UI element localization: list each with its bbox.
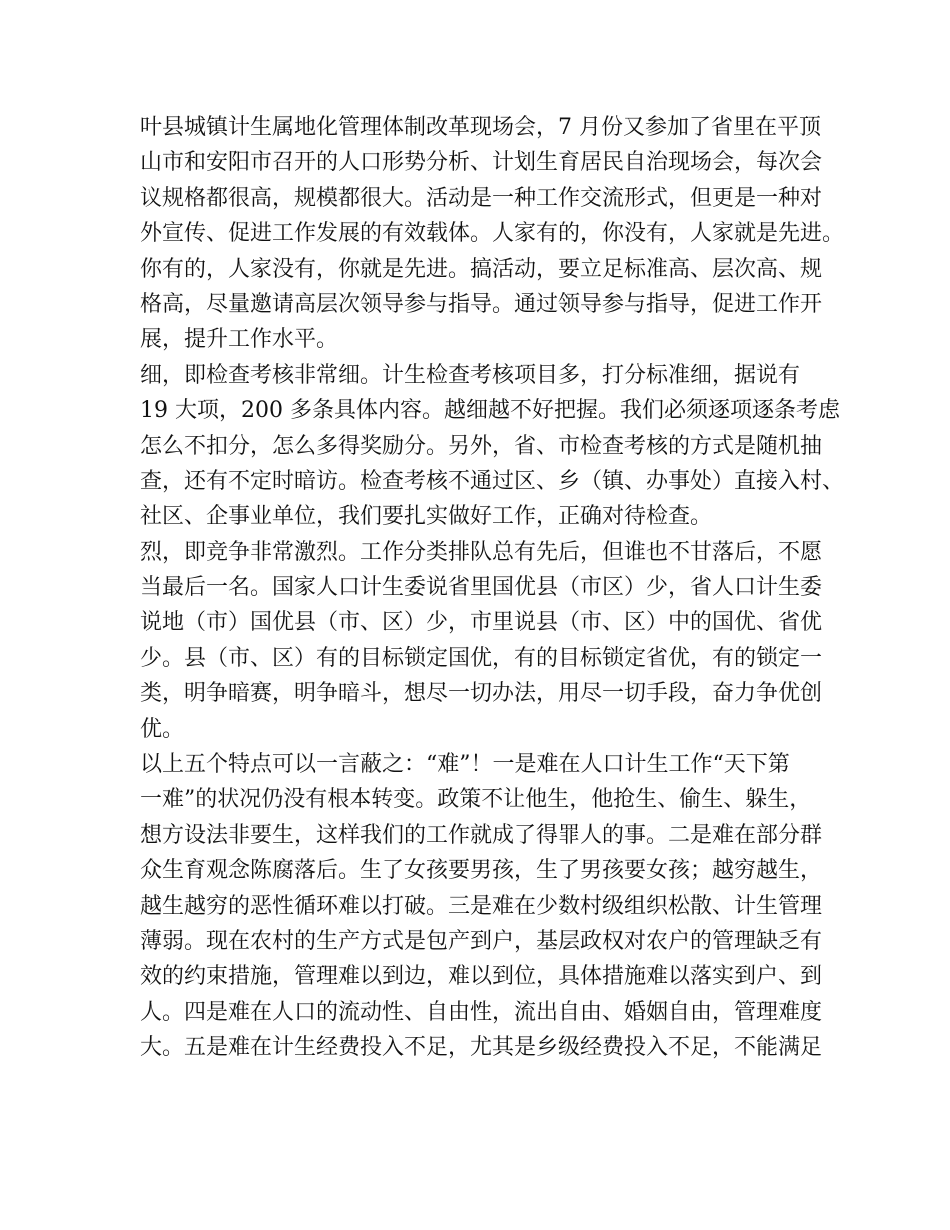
text-line: 展，提升工作水平。 — [140, 327, 339, 353]
text-line: 大。五是难在计生经费投入不足，尤其是乡级经费投入不足，不能满足 — [140, 1035, 823, 1061]
text-line: 想方设法非要生，这样我们的工作就成了得罪人的事。二是难在部分群 — [140, 822, 823, 848]
text-line: 以上五个特点可以一言蔽之：“难”！一是难在人口计生工作“天下第 — [140, 752, 790, 778]
text-line: 怎么不扣分，怎么多得奖励分。另外，省、市检查考核的方式是随机抽 — [140, 433, 823, 459]
text-line: 越生越穷的恶性循环难以打破。三是难在少数村级组织松散、计生管理 — [140, 893, 823, 919]
text-line: 山市和安阳市召开的人口形势分析、计划生育居民自治现场会，每次会 — [140, 150, 823, 176]
text-line: 19 大项，200 多条具体内容。越细越不好把握。我们必须逐项逐条考虑 — [140, 398, 840, 424]
text-line: 细，即检查考核非常细。计生检查考核项目多，打分标准细，据说有 — [140, 362, 801, 388]
text-line: 社区、企事业单位，我们要扎实做好工作，正确对待检查。 — [140, 504, 713, 530]
text-line: 议规格都很高，规模都很大。活动是一种工作交流形式，但更是一种对 — [140, 185, 823, 211]
text-line: 查，还有不定时暗访。检查考核不通过区、乡（镇、办事处）直接入村、 — [140, 468, 845, 494]
text-line: 少。县（市、区）有的目标锁定国优，有的目标锁定省优，有的锁定一 — [140, 645, 823, 671]
text-line: 众生育观念陈腐落后。生了女孩要男孩，生了男孩要女孩；越穷越生， — [140, 858, 823, 884]
text-line: 叶县城镇计生属地化管理体制改革现场会，7 月份又参加了省里在平顶 — [140, 115, 821, 140]
text-line: 人。四是难在人口的流动性、自由性，流出自由、婚姻自由，管理难度 — [140, 999, 823, 1025]
text-line: 类，明争暗赛，明争暗斗，想尽一切办法，用尽一切手段，奋力争优创 — [140, 681, 823, 707]
text-line: 格高，尽量邀请高层次领导参与指导。通过领导参与指导，促进工作开 — [140, 291, 823, 317]
text-line: 一难”的状况仍没有根本转变。政策不让他生，他抢生、偷生、躲生， — [140, 787, 812, 813]
text-line: 你有的，人家没有，你就是先进。搞活动，要立足标准高、层次高、规 — [140, 256, 823, 282]
text-line: 说地（市）国优县（市、区）少，市里说县（市、区）中的国优、省优 — [140, 610, 823, 636]
text-line: 优。 — [140, 716, 185, 742]
body-text — [140, 110, 845, 1066]
text-line: 薄弱。现在农村的生产方式是包产到户，基层政权对农户的管理缺乏有 — [140, 928, 823, 954]
text-line: 效的约束措施，管理难以到边，难以到位，具体措施难以落实到户、到 — [140, 964, 823, 990]
text-line: 当最后一名。国家人口计生委说省里国优县（市区）少，省人口计生委 — [140, 575, 823, 601]
text-line: 外宣传、促进工作发展的有效载体。人家有的，你没有，人家就是先进。 — [140, 221, 845, 247]
text-line: 烈，即竞争非常激烈。工作分类排队总有先后，但谁也不甘落后，不愿 — [140, 539, 823, 565]
